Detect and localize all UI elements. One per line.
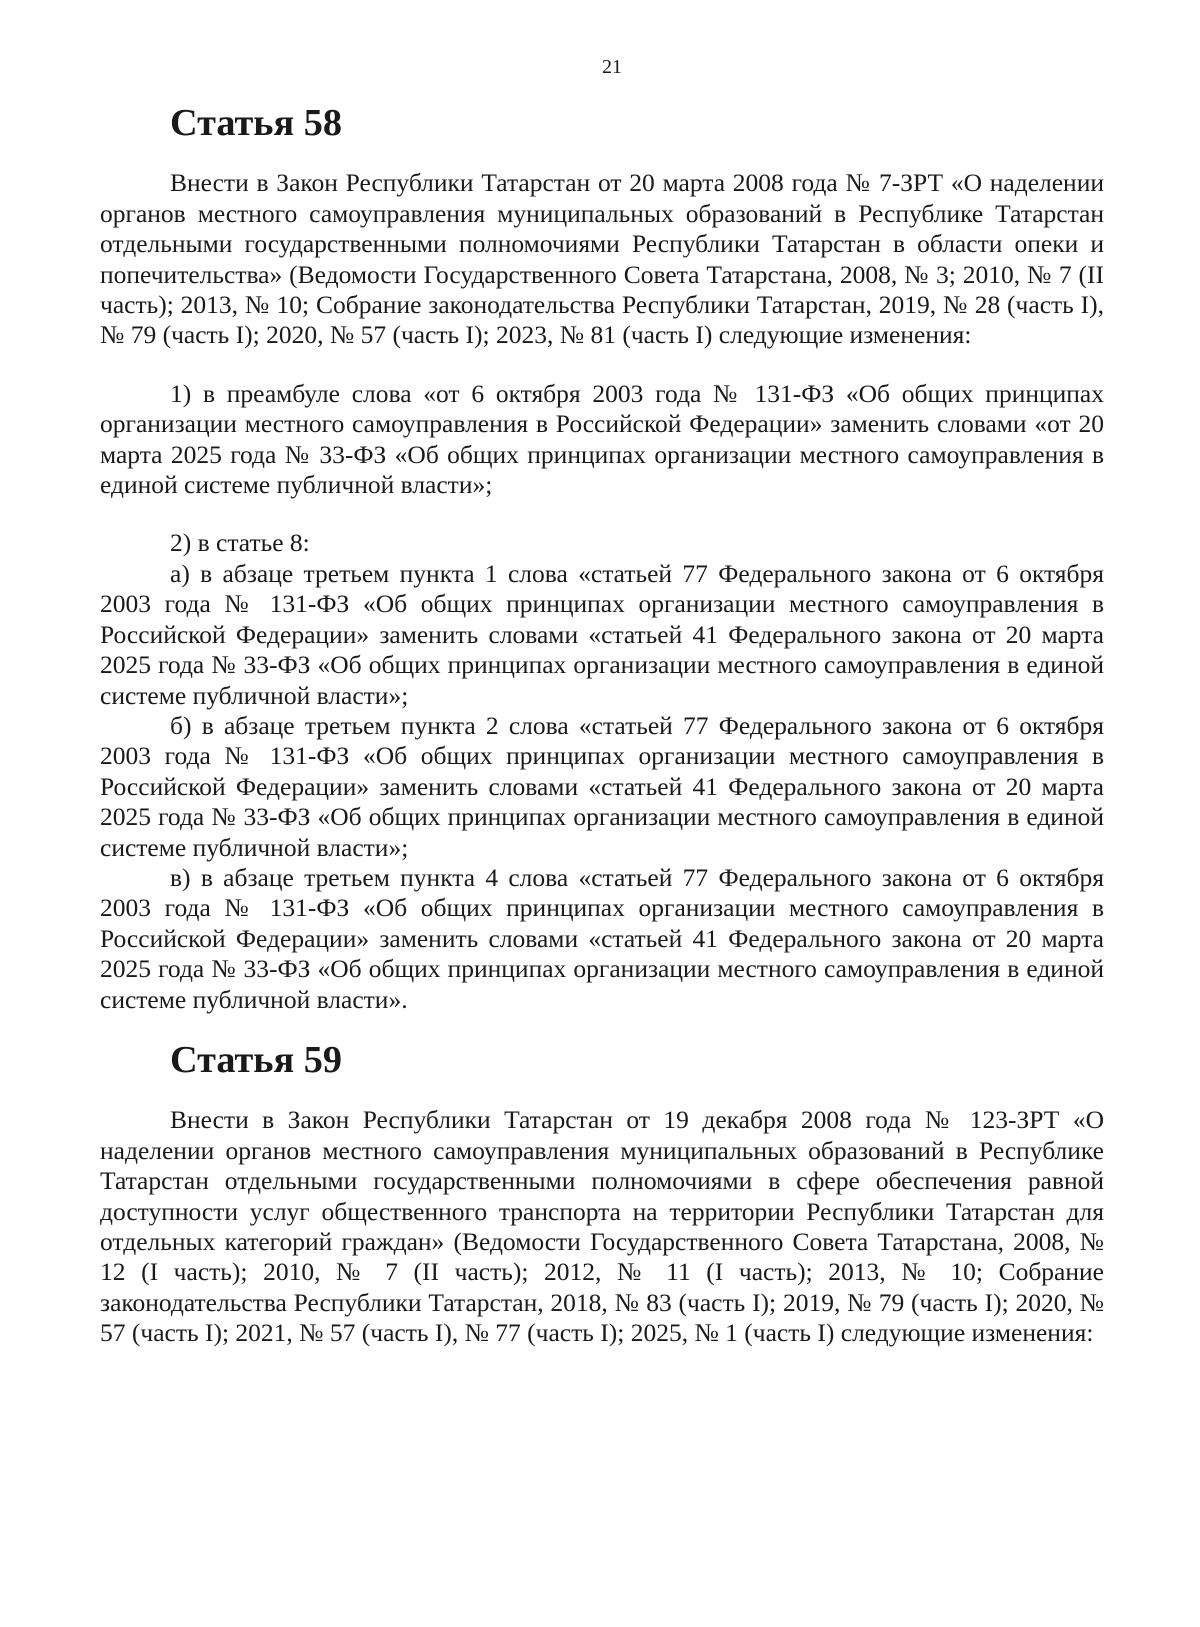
article-heading: Статья 59 [170, 1038, 343, 1081]
article-intro-paragraph: Внести в Закон Республики Татарстан от 20 марта 2008 года № 7-ЗРТ «О наделении органов местного самоуправления муниципальных образований в Республике Татарстан отдельными государственными полномочиями Республики Татарстан в области опеки и попечительства» (Ведомости Государственного Совета Татарстана, 2008, № 3; 2010, № 7 (II часть); 2013, № 10; Собрание законодательства Республики Татарстан, 2019, № 28 (часть I), № 79 (часть I); 2020, № 57 (часть I); 2023, № 81 (часть I) следующие изменения: [100, 168, 1104, 350]
article-58 [100, 102, 1104, 1015]
amendment-subitem-a: а) в абзаце третьем пункта 1 слова «статьей 77 Федерального закона от 6 октября 2003 года № 131-ФЗ «Об общих принципах организации местного самоуправления в Российской Федерации» заменить словами «статьей 41 Федерального закона от 20 марта 2025 года № 33-ФЗ «Об общих принципах организации местного самоуправления в единой системе публичной власти»; [100, 558, 1104, 710]
page-number: 21 [602, 56, 622, 78]
document-page [100, 52, 1104, 1349]
amendment-item-2: 2) в статье 8: [170, 528, 310, 558]
amendment-item-1: 1) в преамбуле слова «от 6 октября 2003 года № 131-ФЗ «Об общих принципах организации местного самоуправления в Российской Федерации» заменить словами «от 20 марта 2025 года № 33-ФЗ «Об общих принципах организации местного самоуправления в единой системе публичной власти»; [100, 378, 1104, 500]
article-intro-paragraph: Внести в Закон Республики Татарстан от 19 декабря 2008 года № 123-ЗРТ «О наделении органов местного самоуправления муниципальных образований в Республике Татарстан отдельными государственными полномочиями в сфере обеспечения равной доступности услуг общественного транспорта на территории Республики Татарстан для отдельных категорий граждан» (Ведомости Государственного Совета Татарстана, 2008, № 12 (I часть); 2010, № 7 (II часть); 2012, № 11 (I часть); 2013, № 10; Собрание законодательства Республики Татарстан, 2018, № 83 (часть I); 2019, № 79 (часть I); 2020, № 57 (часть I); 2021, № 57 (часть I), № 77 (часть I); 2025, № 1 (часть I) следующие изменения: [100, 1105, 1104, 1348]
article-heading: Статья 58 [170, 102, 343, 144]
amendment-subitem-c: в) в абзаце третьем пункта 4 слова «статьей 77 Федерального закона от 6 октября 2003 года № 131-ФЗ «Об общих принципах организации местного самоуправления в Российской Федерации» заменить словами «статьей 41 Федерального закона от 20 марта 2025 года № 33-ФЗ «Об общих принципах организации местного самоуправления в единой системе публичной власти». [100, 862, 1104, 1014]
amendment-subitem-b: б) в абзаце третьем пункта 2 слова «статьей 77 Федерального закона от 6 октября 2003 года № 131-ФЗ «Об общих принципах организации местного самоуправления в Российской Федерации» заменить словами «статьей 41 Федерального закона от 20 марта 2025 года № 33-ФЗ «Об общих принципах организации местного самоуправления в единой системе публичной власти»; [100, 710, 1104, 862]
article-59 [100, 1038, 1104, 1349]
